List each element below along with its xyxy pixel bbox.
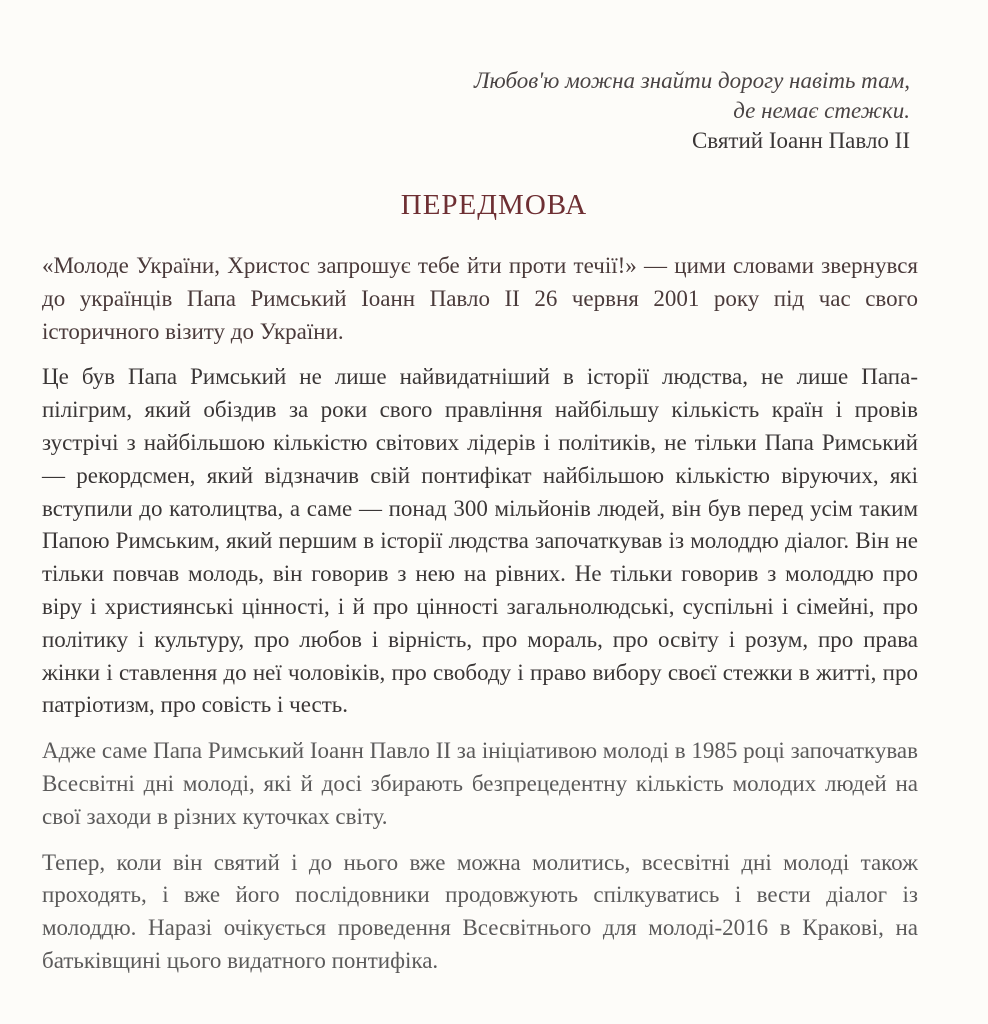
body-text bbox=[42, 250, 918, 978]
epigraph-author: Святий Іоанн Павло ІІ bbox=[691, 128, 910, 153]
epigraph-line-2: де немає стежки. bbox=[733, 98, 910, 123]
paragraph-2: Це був Папа Римський не лише найвидатніший в історії людства, не лише Папа-пілігрим, який обіздив за роки свого правління найбільшу кількість країн і провів зустрічі з найбільшою кількістю світових лідерів і політиків, не тільки Папа Римський — рекордсмен, який відзначив свій понтифікат найбільшою кількістю віруючих, які вступили до католицтва, а саме — понад 300 мільйонів людей, він був перед усім таким Папою Римським, який першим в історії людства започаткував із молоддю діалог. Він не тільки повчав молодь, він говорив з нею на рівних. Не тільки говорив з молоддю про віру і християнські цінності, і й про цінності загальнолюдські, суспільні і сімейні, про політику і культуру, про любов і вірність, про мораль, про освіту і розум, про права жінки і ставлення до неї чоловіків, про свободу і право вибору своєї стежки в житті, про патріотизм, про совість і честь. bbox=[42, 364, 918, 718]
page-title: ПЕРЕДМОВА bbox=[400, 189, 588, 221]
paragraph-4: Тепер, коли він святий і до нього вже можна молитись, всесвітні дні молоді також проходять, і вже його послідовники продовжують спілкуватись і вести діалог із молоддю. Наразі очікується проведення Всесвітнього для молоді-2016 в Кракові, на батьківщині цього видатного понтифіка. bbox=[42, 849, 918, 973]
epigraph bbox=[474, 66, 910, 156]
paragraph-1: «Молоде України, Христос запрошує тебе йти проти течії!» — цими словами звернувся до українців Папа Римський Іоанн Павло ІІ 26 червня 2001 року під час свого історичного візиту до України. bbox=[42, 253, 918, 344]
paragraph-3: Адже саме Папа Римський Іоанн Павло ІІ за ініціативою молоді в 1985 році започаткував Всесвітні дні молоді, які й досі збирають безпрецедентну кількість молодих людей на свої заходи в різних куточках світу. bbox=[42, 738, 918, 829]
epigraph-line-1: Любов'ю можна знайти дорогу навіть там, bbox=[473, 68, 910, 93]
